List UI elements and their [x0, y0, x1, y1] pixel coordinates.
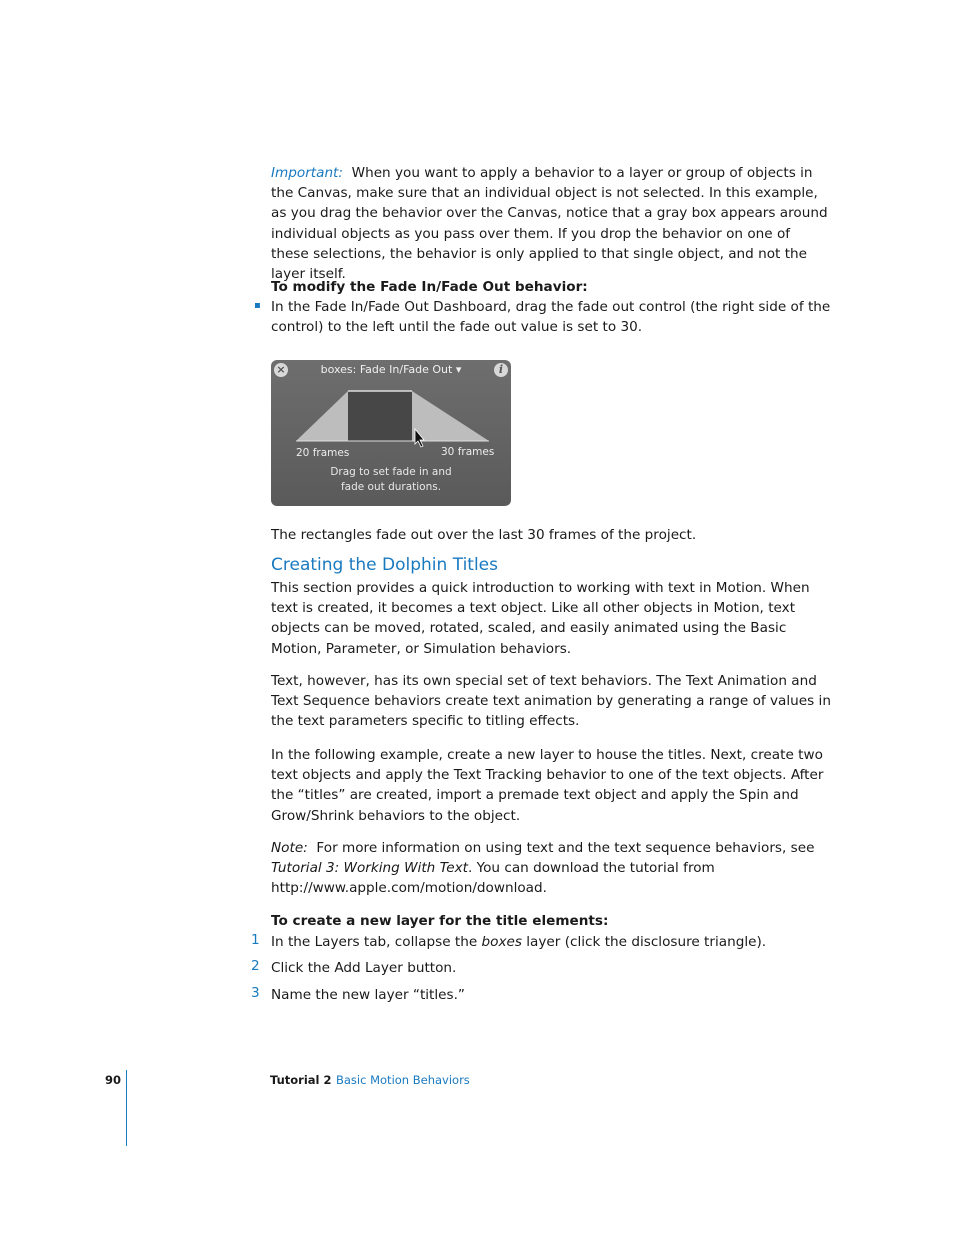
paragraph-intro: This section provides a quick introduction to working with text in Motion. When text is created, it becomes a text object. Like all other objects in Motion, text objects can be moved, rotated, scaled, and easily animated using the Basic Motion, Parameter, or Simulation behaviors. [271, 580, 810, 657]
paragraph-text-behaviors: Text, however, has its own special set of text behaviors. The Text Animation and Text Sequence behaviors create text animation by generating a range of values in the text parameters specific to titling effects. [271, 673, 831, 730]
after-figure-text: The rectangles fade out over the last 30 frames of the project. [271, 527, 697, 543]
page-number: 90 [105, 1073, 122, 1087]
fade-body-rect [348, 391, 412, 441]
close-icon[interactable]: × [274, 363, 288, 377]
tutorial-reference: Tutorial 3: Working With Text [271, 860, 468, 877]
footer-rule [126, 1070, 127, 1146]
note-text: For more information on using text and the text sequence behaviors, see [316, 840, 815, 856]
important-text: When you want to apply a behavior to a layer or group of objects in the Canvas, make sure that an individual object is not selected. In this example, as you drag the behavior over the Canvas, notice that a gray box appears around individual objects as you pass over them. If you drop the behavior on one of these selections, the behavior is only applied to that single object, and not the layer itself. [271, 165, 828, 283]
footer-tutorial: Tutorial 2 [270, 1073, 332, 1087]
layer-heading: To create a new layer for the title elements: [271, 913, 609, 929]
dashboard-title[interactable]: boxes: Fade In/Fade Out ▾ [320, 363, 462, 376]
note-text-after: . You can download the tutorial from http://www.apple.com/motion/download. [271, 860, 715, 897]
step-item: Click the Add Layer button. [271, 960, 457, 976]
note-label: Note: [271, 840, 308, 856]
dashboard-hint: Drag to set fade in and fade out durations. [330, 466, 452, 493]
step-number: 3 [251, 985, 260, 1001]
chevron-down-icon[interactable]: ▾ [455, 363, 462, 376]
step-number: 2 [251, 958, 260, 974]
footer-chapter-title: Basic Motion Behaviors [336, 1073, 470, 1087]
fade-in-label: 20 frames [296, 447, 350, 459]
fade-step: In the Fade In/Fade Out Dashboard, drag the fade out control (the right side of the control) to the left until the fade out value is set to 30. [271, 299, 831, 336]
section-title: Creating the Dolphin Titles [271, 555, 498, 575]
info-icon[interactable]: i [494, 363, 508, 377]
step-item: In the Layers tab, collapse the boxes layer (click the disclosure triangle). [271, 934, 767, 950]
bullet-icon: ▪ [254, 300, 261, 311]
paragraph-example: In the following example, create a new layer to house the titles. Next, create two text objects and apply the Text Tracking behavior to one of the text objects. After the “titles” are created, import a premade text object and apply the Spin and Grow/Shrink behaviors to the object. [271, 747, 824, 824]
note-paragraph [271, 838, 831, 899]
important-paragraph [271, 163, 831, 284]
fade-dashboard [271, 360, 511, 506]
fade-heading: To modify the Fade In/Fade Out behavior: [271, 279, 588, 295]
important-label: Important: [271, 165, 343, 181]
step-number: 1 [251, 932, 260, 948]
step-item: Name the new layer “titles.” [271, 987, 465, 1003]
fade-out-label: 30 frames [441, 446, 495, 458]
